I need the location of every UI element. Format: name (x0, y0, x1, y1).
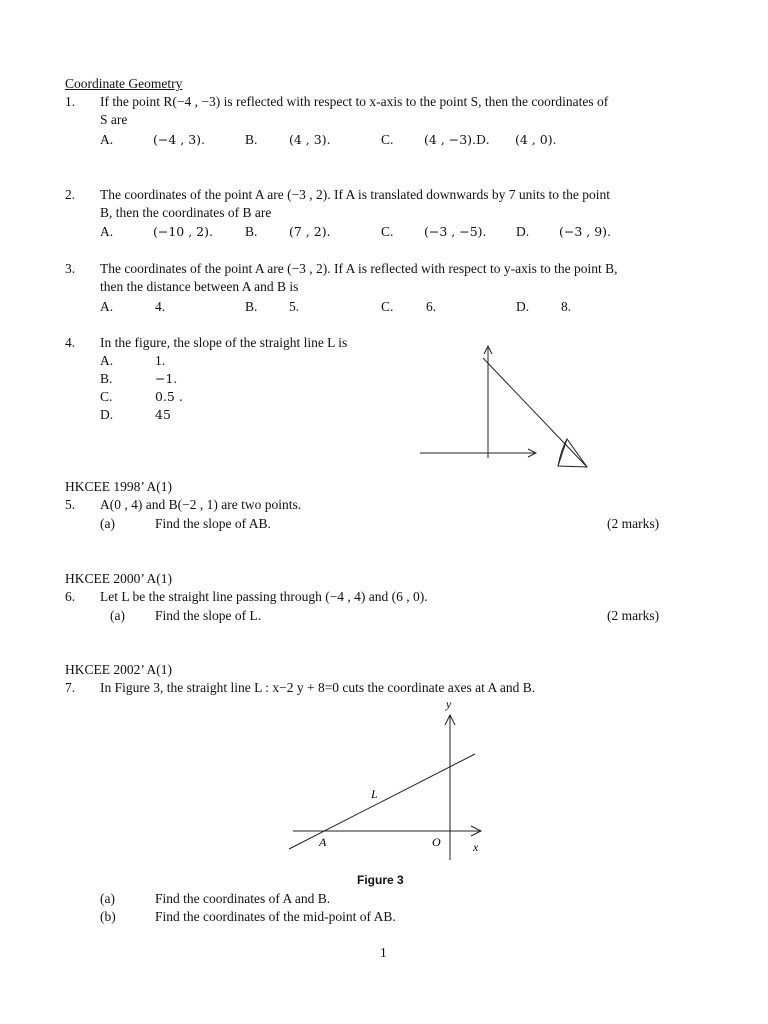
q6-source: HKCEE 2000’ A(1) (65, 571, 172, 586)
q4-line1: In the figure, the slope of the straight line L is (100, 335, 348, 350)
q1-line1: If the point R(−4 , −3) is reflected with respect to x-axis to the point S, then the coordinates of (100, 94, 609, 109)
figure-3-caption: Figure 3 (357, 873, 404, 887)
q3-line2: then the distance between A and B is (100, 279, 299, 294)
q2-option-d-letter: D. (516, 224, 530, 239)
q7-number: 7. (65, 680, 76, 695)
q2-option-a-letter: A. (100, 224, 114, 239)
q5-source: HKCEE 1998’ A(1) (65, 479, 172, 494)
q5-number: 5. (65, 497, 76, 512)
q5-part-text: Find the slope of AB. (155, 516, 271, 531)
q4-option-c-value: 0.5 . (155, 389, 183, 404)
q6-part-label: (a) (110, 608, 125, 623)
q3-line1: The coordinates of the point A are (−3 , 2). If A is reflected with respect to y-axis to the point B, (100, 261, 618, 276)
q6-marks: (2 marks) (607, 608, 660, 623)
q1-option-a-value: (−4 , 3). (153, 132, 206, 147)
q2-option-c-value: (−3 , −5). (424, 224, 487, 239)
q5-line1: A(0 , 4) and B(−2 , 1) are two points. (100, 497, 302, 512)
q7-label-x: x (473, 840, 479, 854)
q4-figure (415, 340, 595, 470)
q4-option-a-letter: A. (100, 353, 114, 368)
q3-option-b-letter: B. (245, 299, 258, 314)
q3-option-c-letter: C. (381, 299, 394, 314)
q3-option-d-letter: D. (516, 299, 530, 314)
q3-option-a-value: 4. (155, 299, 166, 314)
page-number: 1 (380, 945, 387, 960)
q2-option-b-letter: B. (245, 224, 258, 239)
q7-line1: In Figure 3, the straight line L : x−2 y + 8=0 cuts the coordinate axes at A and B. (100, 680, 536, 695)
q2-line2: B, then the coordinates of B are (100, 205, 272, 220)
q3-option-d-value: 8. (561, 299, 572, 314)
q4-option-d-letter: D. (100, 407, 114, 422)
q6-part-text: Find the slope of L. (155, 608, 262, 623)
q1-option-d-value: (4 , 0). (515, 132, 557, 147)
q1-number: 1. (65, 94, 76, 109)
q2-option-b-value: (7 , 2). (289, 224, 331, 239)
q4-option-c-letter: C. (100, 389, 113, 404)
q7-label-o: O (432, 835, 441, 849)
q1-option-a-letter: A. (100, 132, 114, 147)
q3-option-c-value: 6. (426, 299, 437, 314)
q4-option-b-value: −1. (155, 371, 178, 386)
q4-option-a-value: 1. (155, 353, 166, 368)
q2-option-d-value: (−3 , 9). (559, 224, 612, 239)
q6-number: 6. (65, 589, 76, 604)
q7-figure (285, 695, 495, 865)
q7-line-l (289, 754, 475, 849)
q7-part-b-text: Find the coordinates of the mid-point of AB. (155, 909, 396, 924)
section-title: Coordinate Geometry (65, 76, 183, 91)
q1-line2: S are (100, 112, 128, 127)
q7-part-a-text: Find the coordinates of A and B. (155, 891, 331, 906)
q2-number: 2. (65, 187, 76, 202)
q5-part-label: (a) (100, 516, 115, 531)
q7-source: HKCEE 2002’ A(1) (65, 662, 172, 677)
q7-part-b-label: (b) (100, 909, 116, 924)
q2-line1: The coordinates of the point A are (−3 , 2). If A is translated downwards by 7 units to the point (100, 187, 611, 202)
q7-label-y: y (446, 697, 452, 711)
q1-option-b-value: (4 , 3). (289, 132, 331, 147)
q7-label-l: L (371, 787, 378, 801)
q3-number: 3. (65, 261, 76, 276)
q4-number: 4. (65, 335, 76, 350)
q1-option-c-letter: C. (381, 132, 394, 147)
q3-option-b-value: 5. (289, 299, 300, 314)
q2-option-a-value: (−10 , 2). (153, 224, 213, 239)
q4-option-b-letter: B. (100, 371, 113, 386)
q4-option-d-value: 45 (155, 407, 171, 422)
q5-marks: (2 marks) (607, 516, 660, 531)
q1-option-c-value: (4 , −3).D. (424, 132, 490, 147)
q3-option-a-letter: A. (100, 299, 114, 314)
q4-line-l (483, 358, 587, 467)
q1-option-b-letter: B. (245, 132, 258, 147)
q7-label-a: A (319, 835, 327, 849)
q7-part-a-label: (a) (100, 891, 115, 906)
q2-option-c-letter: C. (381, 224, 394, 239)
q6-line1: Let L be the straight line passing through (−4 , 4) and (6 , 0). (100, 589, 428, 604)
